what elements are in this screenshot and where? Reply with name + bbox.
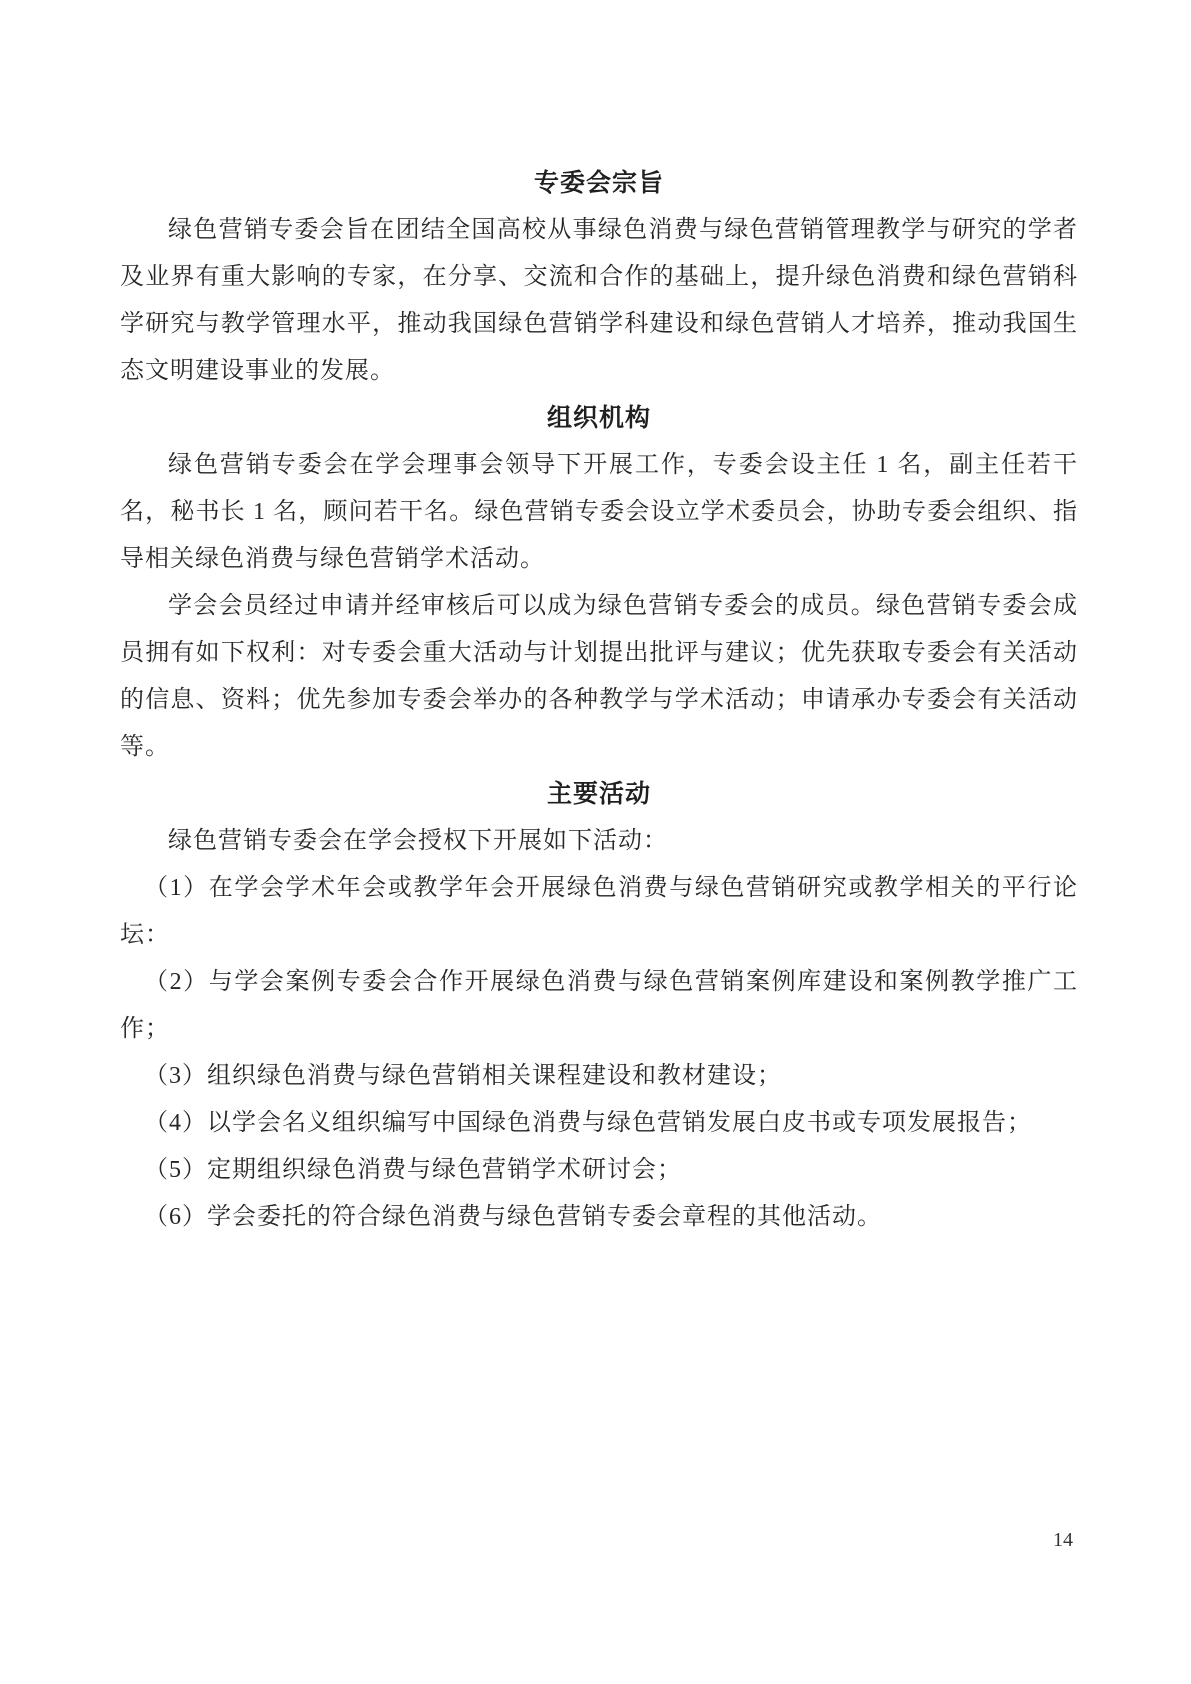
page-number: 14 [1053,1529,1073,1551]
activity-item-6: （6）学会委托的符合绿色消费与绿色营销专委会章程的其他活动。 [144,1204,882,1230]
section-heading-committee-purpose: 专委会宗旨 [533,169,664,197]
section-heading-main-activities: 主要活动 [546,780,651,808]
paragraph-organization-leadership: 绿色营销专委会在学会理事会领导下开展工作，专委会设主任 1 名，副主任若干名，秘书长 1 名，顾问若干名。绿色营销专委会设立学术委员会，协助专委会组织、指导相关绿色消费与绿色营销学术活动。 [120,452,1078,572]
activity-item-2: （2）与学会案例专委会合作开展绿色消费与绿色营销案例库建设和案例教学推广工作； [120,969,1078,1042]
activity-item-5: （5）定期组织绿色消费与绿色营销学术研讨会； [144,1157,682,1183]
paragraph-committee-purpose: 绿色营销专委会旨在团结全国高校从事绿色消费与绿色营销管理教学与研究的学者及业界有重大影响的专家，在分享、交流和合作的基础上，提升绿色消费和绿色营销科学研究与教学管理水平，推动我国绿色营销学科建设和绿色营销人才培养，推动我国生态文明建设事业的发展。 [120,217,1078,384]
activity-item-1: （1）在学会学术年会或教学年会开展绿色消费与绿色营销研究或教学相关的平行论坛： [120,875,1078,948]
paragraph-activities-intro: 绿色营销专委会在学会授权下开展如下活动： [168,828,668,854]
page-content [120,160,1078,1241]
paragraph-membership-rights: 学会会员经过申请并经审核后可以成为绿色营销专委会的成员。绿色营销专委会成员拥有如下权利：对专委会重大活动与计划提出批评与建议；优先获取专委会有关活动的信息、资料；优先参加专委会举办的各种教学与学术活动；申请承办专委会有关活动等。 [120,593,1078,760]
activity-item-3: （3）组织绿色消费与绿色营销相关课程建设和教材建设； [144,1063,782,1089]
activity-item-4: （4）以学会名义组织编写中国绿色消费与绿色营销发展白皮书或专项发展报告； [144,1110,1032,1136]
section-heading-organization-structure: 组织机构 [546,404,651,432]
